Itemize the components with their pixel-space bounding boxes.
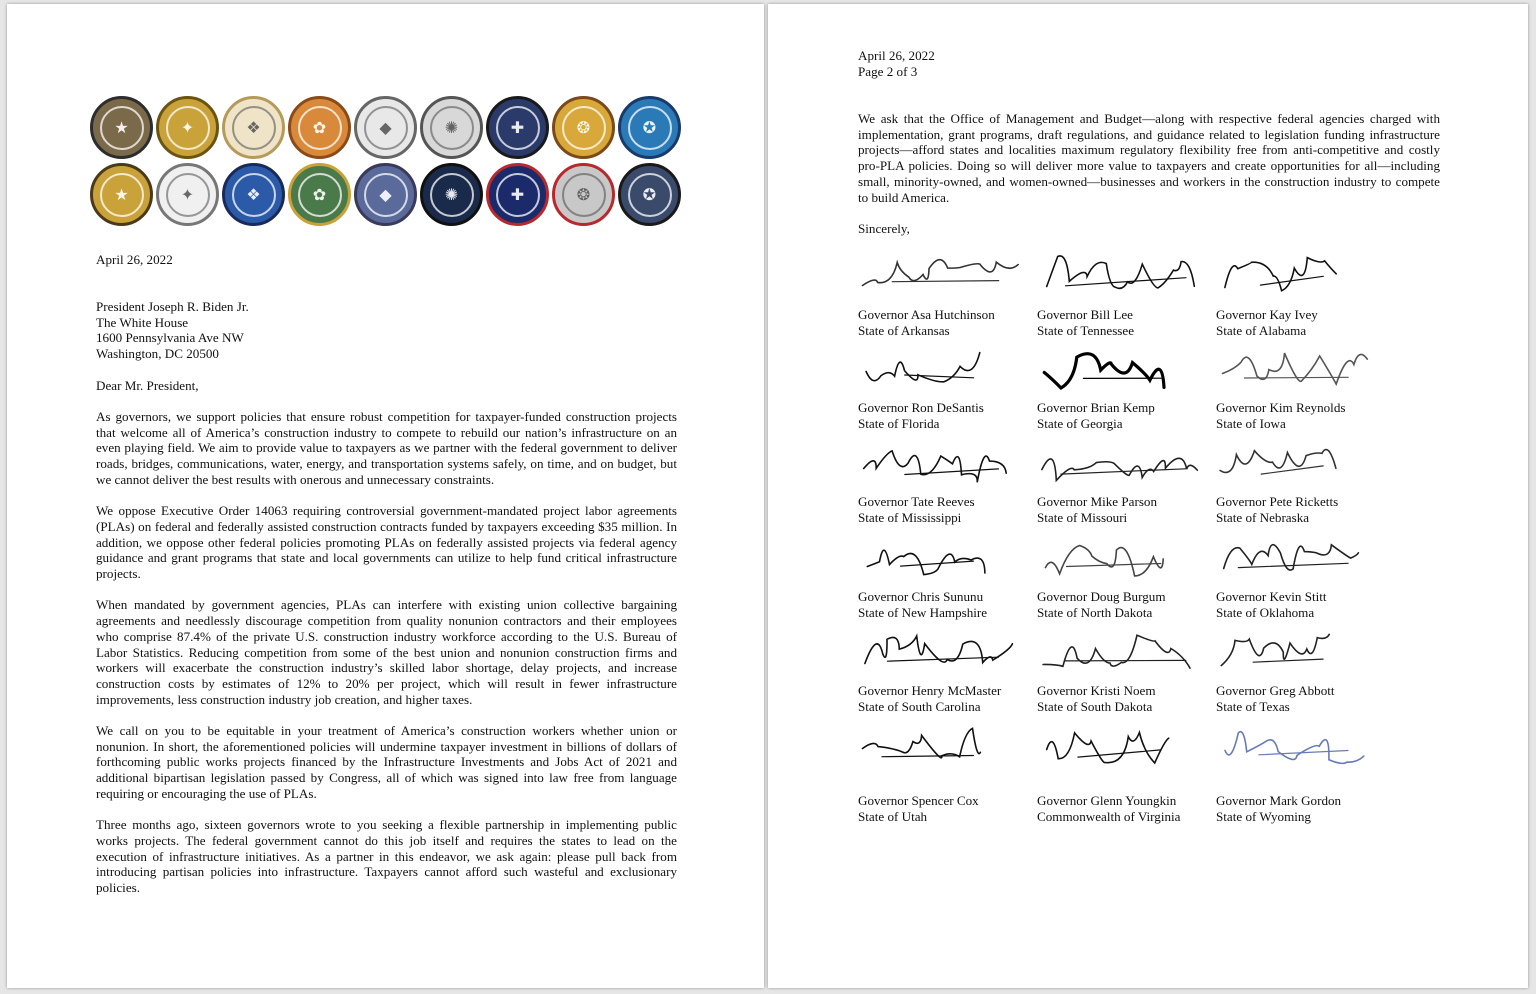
page-number: Page 2 of 3 bbox=[858, 63, 918, 79]
handwritten-signature-icon bbox=[858, 246, 1034, 298]
signatory-state: State of Mississippi bbox=[858, 509, 962, 525]
signatory-name: Governor Ron DeSantis bbox=[858, 400, 984, 415]
signature-entry bbox=[1216, 718, 1392, 824]
signatory-state: State of Nebraska bbox=[1216, 509, 1310, 525]
recipient-address bbox=[96, 299, 249, 362]
handwritten-signature-icon bbox=[858, 530, 1034, 582]
signatory-name: Governor Asa Hutchinson bbox=[858, 307, 995, 322]
body-paragraph: We call on you to be equitable in your treatment of America’s construction workers whether union or nonunion. In short, the aforementioned policies will undermine taxpayer investment in billions of dollars of forthcoming public works projects financed by the Infrastructure Investments and Jobs Act of 2021 and additional bipartisan legislation passed by Congress, all of which was signed into law free from language requiring or encouraging the use of PLAs. bbox=[96, 723, 677, 801]
signatory-name: Governor Greg Abbott bbox=[1216, 683, 1335, 698]
utah-seal-icon: ✚ bbox=[486, 163, 549, 226]
body-paragraph: As governors, we support policies that ensure robust competition for taxpayer-funded construction projects that welcome all of America’s construction industry to compete to rebuild our nation’s infrastructure on an even playing field. We aim to provide value to taxpayers as we partner with the federal government to deliver roads, bridges, communications, water, energy, and transportation systems safely, on time, and on budget, but we cannot deliver the best results with onerous and unnecessary constraints. bbox=[96, 409, 677, 487]
south-carolina-seal-icon: ✿ bbox=[288, 163, 351, 226]
signature-entry bbox=[1216, 435, 1392, 525]
signatory-state: State of Texas bbox=[1216, 698, 1290, 714]
signature-entry bbox=[1216, 341, 1392, 431]
handwritten-signature-icon bbox=[1216, 435, 1392, 487]
signatory-state: State of Oklahoma bbox=[1216, 604, 1315, 620]
handwritten-signature-icon bbox=[1216, 530, 1392, 582]
new-hampshire-seal-icon: ★ bbox=[90, 163, 153, 226]
arkansas-seal-icon: ★ bbox=[90, 96, 153, 159]
body-paragraph: Three months ago, sixteen governors wrote to you seeking a flexible partnership in implementing public works projects. The federal government cannot do this job itself and requires the states to lead on the execution of infrastructure initiatives. As a partner in this endeavor, we ask again: please pull back from introducing partisan policies into infrastructure. Taxpayers cannot afford such wasteful and exclusionary policies. bbox=[96, 817, 677, 896]
signature-entry bbox=[1037, 718, 1213, 824]
signature-entry bbox=[1037, 246, 1213, 338]
virginia-seal-icon: ❂ bbox=[552, 163, 615, 226]
signatory-state: State of Arkansas bbox=[858, 322, 950, 338]
signature-entry bbox=[858, 435, 1034, 525]
missouri-seal-icon: ❂ bbox=[552, 96, 615, 159]
signatory-name: Governor Spencer Cox bbox=[858, 793, 979, 808]
signature-entry bbox=[858, 718, 1034, 824]
handwritten-signature-icon bbox=[858, 624, 1034, 676]
header-date: April 26, 2022 bbox=[858, 48, 935, 63]
letter-body-continued bbox=[858, 111, 1440, 205]
signatory-name: Governor Brian Kemp bbox=[1037, 400, 1155, 415]
signatory-state: Commonwealth of Virginia bbox=[1037, 808, 1181, 824]
signatory-name: Governor Henry McMaster bbox=[858, 683, 1002, 698]
signatory-state: State of North Dakota bbox=[1037, 604, 1153, 620]
handwritten-signature-icon bbox=[1037, 435, 1213, 487]
address-line: Washington, DC 20500 bbox=[96, 346, 219, 362]
address-line: The White House bbox=[96, 314, 189, 330]
signature-entry bbox=[1037, 341, 1213, 431]
body-paragraph: We oppose Executive Order 14063 requiring controversial government-mandated project labor agreements (PLAs) on federal and federally assisted construction contracts funded by taxpayers exceeding $35 million. In addition, we oppose other federal policies promoting PLAs on federally assisted projects via federal agency guidance and grant programs that state and local governments can utilize to help fund critical infrastructure projects. bbox=[96, 503, 677, 582]
wyoming-seal-icon: ✪ bbox=[618, 163, 681, 226]
signature-entry bbox=[1216, 246, 1392, 338]
nebraska-seal-icon: ✪ bbox=[618, 96, 681, 159]
state-seals-row-1 bbox=[90, 96, 681, 159]
handwritten-signature-icon bbox=[858, 435, 1034, 487]
signatory-name: Governor Doug Burgum bbox=[1037, 589, 1166, 604]
state-seals-row-2 bbox=[90, 163, 681, 226]
south-dakota-seal-icon: ◆ bbox=[354, 163, 417, 226]
signatory-name: Governor Mark Gordon bbox=[1216, 793, 1342, 808]
letter-page-2 bbox=[768, 4, 1528, 988]
handwritten-signature-icon bbox=[1037, 530, 1213, 582]
iowa-seal-icon: ✺ bbox=[420, 96, 483, 159]
handwritten-signature-icon bbox=[1037, 341, 1213, 393]
signature-entry bbox=[1216, 530, 1392, 620]
address-line: President Joseph R. Biden Jr. bbox=[96, 299, 249, 314]
handwritten-signature-icon bbox=[858, 718, 1034, 770]
georgia-seal-icon: ◆ bbox=[354, 96, 417, 159]
signatory-name: Governor Glenn Youngkin bbox=[1037, 793, 1177, 808]
north-dakota-seal-icon: ✦ bbox=[156, 163, 219, 226]
alabama-seal-icon: ❖ bbox=[222, 96, 285, 159]
handwritten-signature-icon bbox=[1216, 718, 1392, 770]
oklahoma-seal-icon: ❖ bbox=[222, 163, 285, 226]
handwritten-signature-icon bbox=[1037, 718, 1213, 770]
signatory-state: State of South Carolina bbox=[858, 698, 981, 714]
signatory-state: State of New Hampshire bbox=[858, 604, 988, 620]
signatory-state: State of Florida bbox=[858, 415, 940, 431]
body-paragraph: We ask that the Office of Management and Budget—along with respective federal agencies charged with implementation, grant programs, draft regulations, and guidance related to legislation funding infrastructure projects—afford states and localities maximum regulatory flexibility free from anti-competitive and costly pro-PLA policies. Doing so will deliver more value to taxpayers and create opportunities for all—including small, minority-owned, and women-owned—businesses and workers in the construction industry to compete to build America. bbox=[858, 111, 1440, 205]
signature-entry bbox=[858, 624, 1034, 714]
letter-page-1 bbox=[7, 4, 764, 988]
signatory-name: Governor Bill Lee bbox=[1037, 307, 1133, 322]
signatory-name: Governor Chris Sununu bbox=[858, 589, 984, 604]
signature-entry bbox=[1216, 624, 1392, 714]
handwritten-signature-icon bbox=[1216, 246, 1392, 298]
signature-entry bbox=[858, 341, 1034, 431]
texas-seal-icon: ✺ bbox=[420, 163, 483, 226]
signatory-state: State of Iowa bbox=[1216, 415, 1286, 431]
body-paragraph: When mandated by government agencies, PLAs can interfere with existing union collective bargaining agreements and needlessly discourage competition from quality nonunion contractors and their employees who comprise 87.4% of the private U.S. construction industry workforce according to the U.S. Bureau of Labor Statistics. Reducing competition from some of the best union and nonunion construction firms and workers will exacerbate the construction industry’s skilled labor shortage, delay projects, and increase construction costs by estimates of 12% to 20% per project, which will result in fewer infrastructure improvements, less construction industry job creation, and higher taxes. bbox=[96, 597, 677, 707]
closing: Sincerely, bbox=[858, 221, 910, 236]
letter-body bbox=[96, 409, 677, 896]
signatory-name: Governor Tate Reeves bbox=[858, 494, 975, 509]
letter-date: April 26, 2022 bbox=[96, 252, 173, 267]
handwritten-signature-icon bbox=[1216, 341, 1392, 393]
signatory-state: State of Georgia bbox=[1037, 415, 1123, 431]
florida-seal-icon: ✿ bbox=[288, 96, 351, 159]
signatory-name: Governor Kay Ivey bbox=[1216, 307, 1318, 322]
page-header bbox=[858, 48, 935, 79]
handwritten-signature-icon bbox=[1216, 624, 1392, 676]
handwritten-signature-icon bbox=[1037, 246, 1213, 298]
signatory-state: State of Tennessee bbox=[1037, 322, 1135, 338]
signature-entry bbox=[1037, 435, 1213, 525]
mississippi-seal-icon: ✚ bbox=[486, 96, 549, 159]
signatory-state: State of Wyoming bbox=[1216, 808, 1311, 824]
signatory-state: State of Alabama bbox=[1216, 322, 1307, 338]
signatory-name: Governor Pete Ricketts bbox=[1216, 494, 1339, 509]
signature-entry bbox=[1037, 530, 1213, 620]
signatory-name: Governor Kim Reynolds bbox=[1216, 400, 1346, 415]
signatory-name: Governor Mike Parson bbox=[1037, 494, 1158, 509]
signature-entry bbox=[858, 246, 1034, 338]
handwritten-signature-icon bbox=[1037, 624, 1213, 676]
signatory-state: State of Missouri bbox=[1037, 509, 1128, 525]
salutation: Dear Mr. President, bbox=[96, 378, 199, 393]
tennessee-seal-icon: ✦ bbox=[156, 96, 219, 159]
signatory-state: State of Utah bbox=[858, 808, 928, 824]
signatory-name: Governor Kristi Noem bbox=[1037, 683, 1156, 698]
handwritten-signature-icon bbox=[858, 341, 1034, 393]
signature-entry bbox=[858, 530, 1034, 620]
address-line: 1600 Pennsylvania Ave NW bbox=[96, 330, 244, 346]
signatory-name: Governor Kevin Stitt bbox=[1216, 589, 1327, 604]
signatory-state: State of South Dakota bbox=[1037, 698, 1153, 714]
signature-entry bbox=[1037, 624, 1213, 714]
